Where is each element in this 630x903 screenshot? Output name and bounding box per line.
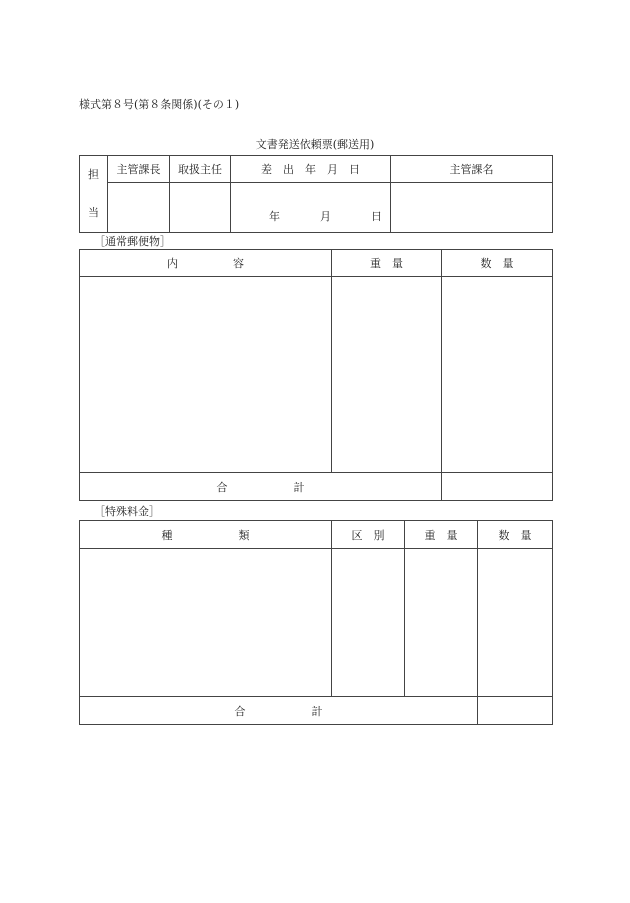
tanto-label: 担 当 bbox=[80, 156, 108, 233]
header-type: 種 類 bbox=[80, 521, 332, 549]
category-cell[interactable] bbox=[332, 549, 405, 697]
content-cell[interactable] bbox=[80, 277, 332, 473]
chief-stamp-cell[interactable] bbox=[108, 183, 170, 233]
special-fees-label: ［特殊料金］ bbox=[94, 505, 160, 518]
header-date: 差 出 年 月 日 bbox=[231, 156, 391, 183]
form-number: 様式第８号(第８条関係)(その１) bbox=[79, 98, 240, 111]
handler-stamp-cell[interactable] bbox=[170, 183, 231, 233]
regular-mail-table bbox=[79, 249, 553, 501]
header-content: 内 容 bbox=[80, 250, 332, 277]
header-category: 区 別 bbox=[332, 521, 405, 549]
header-quantity: 数 量 bbox=[442, 250, 553, 277]
quantity-cell[interactable] bbox=[478, 549, 553, 697]
header-weight: 重 量 bbox=[332, 250, 442, 277]
weight-cell[interactable] bbox=[332, 277, 442, 473]
type-cell[interactable] bbox=[80, 549, 332, 697]
total-cell[interactable] bbox=[478, 697, 553, 725]
special-fees-table bbox=[79, 520, 553, 725]
total-label: 合 計 bbox=[80, 697, 478, 725]
total-cell[interactable] bbox=[442, 473, 553, 501]
regular-mail-label: ［通常郵便物］ bbox=[94, 235, 171, 248]
header-chief: 主管課長 bbox=[108, 156, 170, 183]
quantity-cell[interactable] bbox=[442, 277, 553, 473]
form-title: 文書発送依頼票(郵送用) bbox=[255, 138, 375, 151]
total-label: 合 計 bbox=[80, 473, 442, 501]
header-weight: 重 量 bbox=[405, 521, 478, 549]
header-handler: 取扱主任 bbox=[170, 156, 231, 183]
header-quantity: 数 量 bbox=[478, 521, 553, 549]
section-cell[interactable] bbox=[391, 183, 553, 233]
date-cell[interactable]: 年 月 日 bbox=[231, 183, 391, 233]
approval-table bbox=[79, 155, 553, 233]
weight-cell[interactable] bbox=[405, 549, 478, 697]
header-section: 主管課名 bbox=[391, 156, 553, 183]
